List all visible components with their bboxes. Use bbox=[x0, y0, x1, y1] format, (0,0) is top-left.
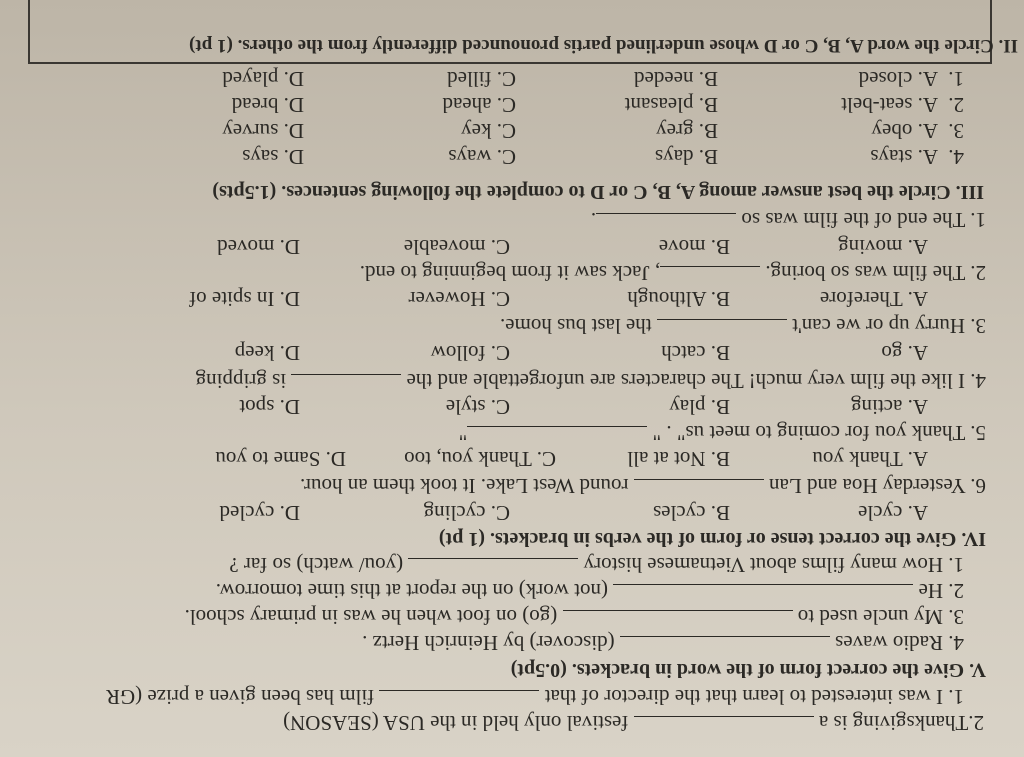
s3-q5-stem: 5. Thank you for coming to meet us" . " bbox=[652, 421, 986, 445]
s3-q5-option-a: A. Thank you bbox=[812, 447, 928, 471]
s3-q1-tail: . bbox=[590, 208, 597, 232]
s5-q1-sentence bbox=[106, 685, 964, 709]
s3-q6-option-a: A. cycle bbox=[858, 501, 928, 525]
s4-q3-sentence bbox=[185, 605, 964, 629]
section-2-title: II. Circle the word A, B, C or D whose underlined partis pronounced differently from the others. (1 pt) bbox=[189, 35, 1018, 56]
s3-q1-option-b: B. move bbox=[658, 235, 730, 259]
s2-row-1-number: 1. bbox=[948, 67, 964, 91]
s3-q2-tail: , Jack saw it from beginning to end. bbox=[359, 261, 661, 285]
s5-q2-tail: festival only held in the USA (SEASON) bbox=[283, 711, 629, 735]
s2-row-3-number: 3. bbox=[948, 119, 964, 143]
s5-q2-sentence bbox=[283, 711, 984, 735]
s2-row-4-number: 4. bbox=[948, 145, 964, 169]
s4-q1-tail: (you/ watch) so far ? bbox=[229, 553, 404, 577]
s2-row-2-option-c: C. ahead bbox=[442, 93, 516, 117]
s5-q1-tail: film has been given a prize (GR bbox=[105, 685, 375, 709]
s2-row-2-option-b: B. pleasant bbox=[624, 93, 718, 117]
s3-q2-option-c: C. However bbox=[408, 287, 510, 311]
s3-q4-stem: 4. I like the film very much! The characters are unforgettable and the bbox=[406, 369, 986, 393]
s2-row-3-option-c: C. key bbox=[461, 119, 516, 143]
s3-q6-sentence bbox=[300, 474, 986, 498]
s3-q4-option-c: C. style bbox=[445, 395, 510, 419]
s2-row-3-option-a: A. obey bbox=[871, 119, 938, 143]
section-4-title: IV. Give the correct tense or form of the verbs in brackets. (1 pt) bbox=[438, 528, 986, 550]
s3-q4-option-d: D. spot bbox=[239, 395, 300, 419]
s4-q2-sentence bbox=[216, 579, 964, 603]
s4-q1-blank[interactable] bbox=[408, 558, 578, 575]
s5-q1-stem: 1. I was interested to learn that the director of that bbox=[544, 685, 964, 709]
s2-row-1-option-c: C. filled bbox=[447, 67, 516, 91]
s3-q4-sentence bbox=[196, 369, 986, 393]
s2-row-1-option-d: D. played bbox=[222, 67, 304, 91]
s2-row-3-option-b: B. grey bbox=[656, 119, 718, 143]
s3-q1-option-d: D. moved bbox=[217, 235, 300, 259]
s3-q3-blank[interactable] bbox=[657, 319, 787, 336]
s3-q4-option-b: B. play bbox=[669, 395, 730, 419]
s3-q6-option-d: D. cycled bbox=[219, 501, 300, 525]
s2-row-4-option-b: B. days bbox=[655, 145, 718, 169]
s3-q1-sentence bbox=[591, 208, 986, 232]
s3-q4-tail: is gripping bbox=[195, 369, 287, 393]
s3-q3-tail: the last bus home. bbox=[499, 314, 652, 338]
s2-row-2-number: 2. bbox=[948, 93, 964, 117]
s3-q1-stem: 1. The end of the film was so bbox=[741, 208, 986, 232]
s2-row-3-option-d: D. survey bbox=[222, 119, 304, 143]
s4-q2-stem: 2. He bbox=[918, 579, 964, 603]
s2-row-2-option-d: D. bread bbox=[231, 93, 304, 117]
s3-q5-option-b: B. Not at all bbox=[627, 447, 730, 471]
s4-q2-blank[interactable] bbox=[613, 584, 913, 601]
s5-q1-blank[interactable] bbox=[379, 690, 539, 707]
s3-q2-option-b: B. Although bbox=[627, 287, 730, 311]
s3-q5-sentence bbox=[459, 421, 986, 445]
s3-q5-option-d: D. Same to you bbox=[215, 447, 346, 471]
s3-q3-option-a: A. go bbox=[881, 341, 928, 365]
s2-row-4-option-a: A. stays bbox=[870, 145, 938, 169]
section-3-title: III. Circle the best answer among A, B, C or D to complete the following sentences. (1.5pts) bbox=[212, 181, 984, 203]
s3-q3-option-c: C. follow bbox=[430, 341, 510, 365]
s2-row-2-option-a: A. seat-belt bbox=[841, 93, 938, 117]
s3-q5-option-c: C. Thank you, too bbox=[404, 447, 556, 471]
s2-row-1-option-a: A. closed bbox=[858, 67, 938, 91]
s4-q4-sentence bbox=[362, 631, 964, 655]
s3-q1-option-a: A. moving bbox=[838, 235, 928, 259]
s2-row-1-option-b: B. needed bbox=[634, 67, 718, 91]
s3-q4-option-a: A. acting bbox=[851, 395, 928, 419]
s2-row-4-option-d: D. says bbox=[242, 145, 304, 169]
s4-q4-tail: (discover) by Heinrich Hertz . bbox=[362, 631, 615, 655]
s4-q3-blank[interactable] bbox=[563, 610, 793, 627]
s3-q6-option-c: C. cycling bbox=[423, 501, 510, 525]
s3-q4-blank[interactable] bbox=[291, 374, 401, 391]
s3-q6-tail: round West Lake. It took them an hour. bbox=[299, 474, 629, 498]
s3-q5-blank[interactable] bbox=[467, 426, 647, 443]
s3-q3-option-b: B. catch bbox=[661, 341, 730, 365]
s3-q2-sentence bbox=[360, 261, 986, 285]
s3-q5-tail: " bbox=[458, 421, 468, 445]
s3-q2-option-a: A. Therefore bbox=[819, 287, 928, 311]
s3-q6-option-b: B. cycles bbox=[653, 501, 730, 525]
s4-q3-tail: (go) on foot when he was in primary school. bbox=[184, 605, 558, 629]
s3-q1-option-c: C. moveable bbox=[403, 235, 510, 259]
s3-q1-blank[interactable] bbox=[596, 213, 736, 230]
s3-q2-option-d: D. In spite of bbox=[189, 287, 300, 311]
s4-q3-stem: 3. My uncle used to bbox=[797, 605, 964, 629]
s3-q3-option-d: D. keep bbox=[234, 341, 300, 365]
s5-q2-stem: 2.Thanksgiving is a bbox=[818, 711, 984, 735]
s3-q6-blank[interactable] bbox=[634, 479, 764, 496]
s4-q4-blank[interactable] bbox=[620, 636, 830, 653]
s4-q1-stem: 1. How many films about Vietnamese history bbox=[583, 553, 964, 577]
s4-q1-sentence bbox=[229, 553, 964, 577]
s2-row-4-option-c: C. ways bbox=[448, 145, 516, 169]
s3-q6-stem: 6. Yesterday Hoa and Lan bbox=[769, 474, 986, 498]
s3-q3-stem: 3. Hurry up or we can't bbox=[792, 314, 986, 338]
s3-q2-blank[interactable] bbox=[660, 266, 760, 283]
s5-q2-blank[interactable] bbox=[634, 716, 814, 733]
s4-q4-stem: 4. Radio waves bbox=[835, 631, 964, 655]
s3-q2-stem: 2. The film was so boring. bbox=[765, 261, 986, 285]
s3-q3-sentence bbox=[500, 314, 986, 338]
section-5-title: V. Give the correct form of the word in brackets. (0.5pt) bbox=[510, 659, 986, 681]
s4-q2-tail: (not work) on the report at this time tomorrow. bbox=[215, 579, 608, 603]
